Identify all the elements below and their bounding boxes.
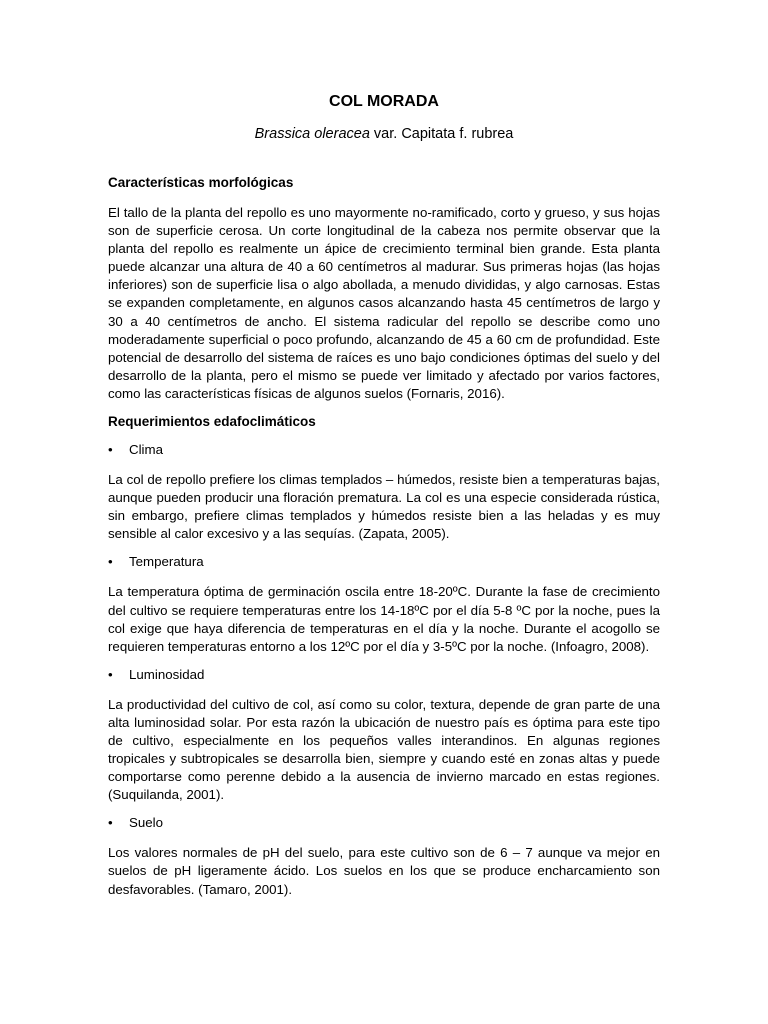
paragraph-temperatura: La temperatura óptima de germinación oscila entre 18-20ºC. Durante la fase de crecimiento del cultivo se requiere temperaturas entre los 14-18ºC por el día 5-8 ºC por la noche, pues la col exige que haya diferencia de temperaturas en el día y la noche. Durante el acogollo se requieren temperaturas entorno a los 12ºC por el día y 3-5ºC por la noche. (Infoagro, 2008). [108, 584, 660, 654]
bullet-icon: • [108, 666, 113, 682]
bullet-label: Luminosidad [129, 666, 205, 682]
scientific-name-rest: var. Capitata f. rubrea [369, 126, 514, 142]
bullet-label: Suelo [129, 815, 164, 831]
bullet-suelo [108, 814, 660, 832]
scientific-name [108, 124, 660, 144]
scientific-name-italic: Brassica oleracea [254, 126, 370, 142]
heading-morfologicas: Características morfológicas [108, 175, 294, 190]
paragraph-suelo: Los valores normales de pH del suelo, para este cultivo son de 6 – 7 aunque va mejor en suelos de pH ligeramente ácido. Los suelos en los que se produce encharcamiento son desfavorables. (Tamaro, 2001). [108, 845, 660, 897]
heading-edafoclimaticos: Requerimientos edafoclimáticos [108, 414, 316, 430]
paragraph-clima: La col de repollo prefiere los climas templados – húmedos, resiste bien a temperaturas bajas, aunque pueden producir una floración prematura. La col es una especie considerada rústica, sin embargo, prefiere climas templados y húmedos resiste bien a las heladas y es muy sensible al calor excesivo y a las sequías. (Zapata, 2005). [108, 472, 660, 542]
paragraph-luminosidad: La productividad del cultivo de col, así como su color, textura, depende de gran parte de una alta luminosidad solar. Por esta razón la ubicación de nuestro país es óptima para este tipo de cultivo, especialmente en los pequeños valles interandinos. En algunas regiones tropicales y subtropicales se desarrolla bien, siempre y cuando esté en zonas altas y puede comportarse como perenne debido a la ausencia de invierno marcado en estas regiones. (Suquilanda, 2001). [108, 696, 660, 803]
bullet-icon: • [108, 442, 113, 458]
document-page [108, 90, 660, 899]
bullet-label: Temperatura [129, 554, 204, 570]
bullet-luminosidad [108, 666, 660, 684]
bullet-icon: • [108, 554, 113, 570]
paragraph-morfologicas: El tallo de la planta del repollo es uno mayormente no-ramificado, corto y grueso, y sus hojas son de superficie cerosa. Un corte longitudinal de la cabeza nos permite observar que la planta del repollo es realmente un ápice de crecimiento terminal bien grande. Esta planta puede alcanzar una altura de 40 a 60 centímetros al madurar. Sus primeras hojas (las hojas inferiores) son de superficie lisa o algo abollada, a menudo divididas, y algo carnosas. Estas se expanden completamente, en algunos casos alcanzando hasta 45 centímetros de largo y 30 a 40 centímetros de ancho. El sistema radicular del repollo se describe como uno moderadamente superficial o poco profundo, alcanzando de 45 a 60 cm de profundidad. Este potencial de desarrollo del sistema de raíces es uno bajo condiciones óptimas del suelo y del desarrollo de la planta, pero el mismo se puede ver limitado y afectado por varios factores, como las características físicas de algunos suelos (Fornaris, 2016). [108, 205, 660, 401]
bullet-clima [108, 441, 660, 459]
document-title: COL MORADA [329, 93, 439, 110]
bullet-icon: • [108, 815, 113, 831]
bullet-temperatura [108, 553, 660, 571]
bullet-label: Clima [129, 442, 163, 458]
